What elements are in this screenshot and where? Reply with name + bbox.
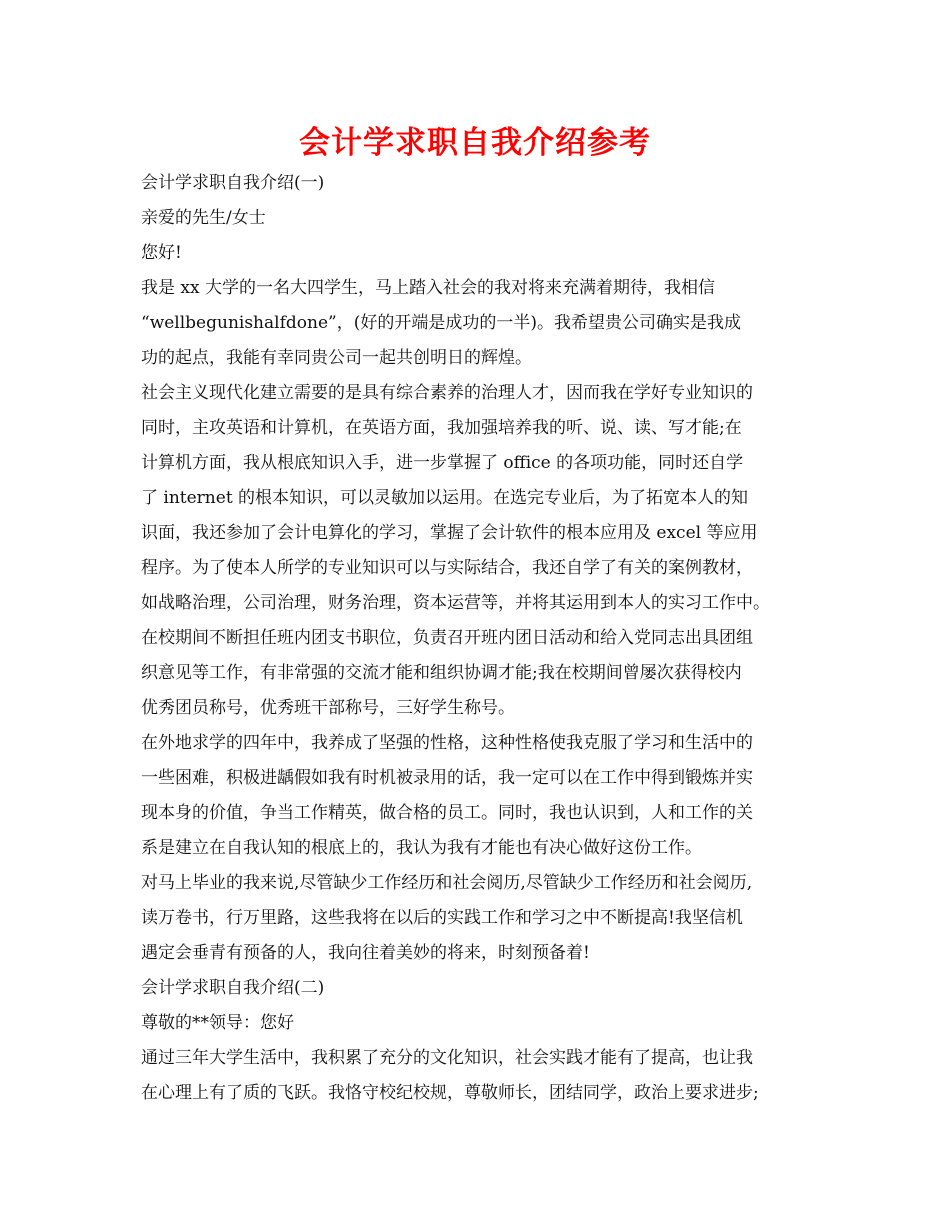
- text-line: 系是建立在自我认知的根底上的，我认为我有才能也有决心做好这份工作。: [141, 838, 702, 858]
- document-body: [141, 166, 831, 1111]
- text-line: 社会主义现代化建立需要的是具有综合素养的治理人才，因而我在学好专业知识的: [141, 383, 753, 403]
- text-line: “wellbegunishalfdone”，(好的开端是成功的一半)。我希望贵公司确实是我成: [141, 313, 741, 333]
- text-line: 功的起点，我能有幸同贵公司一起共创明日的辉煌。: [141, 348, 532, 368]
- paragraph: [141, 971, 831, 1006]
- text-line: 会计学求职自我介绍(二): [141, 978, 325, 998]
- paragraph: [141, 1006, 831, 1041]
- paragraph: [141, 1041, 831, 1111]
- text-line: 我是 xx 大学的一名大四学生，马上踏入社会的我对将来充满着期待，我相信: [141, 278, 715, 298]
- text-line: 会计学求职自我介绍(一): [141, 173, 325, 193]
- document-title: 会计学求职自我介绍参考: [299, 125, 651, 161]
- paragraph: [141, 376, 831, 621]
- paragraph: [141, 621, 831, 726]
- text-line: 遇定会垂青有预备的人，我向往着美妙的将来，时刻预备着!: [141, 943, 590, 963]
- text-line: 您好!: [141, 243, 182, 263]
- paragraph: [141, 201, 831, 236]
- paragraph: [141, 166, 831, 201]
- text-line: 识面，我还参加了会计电算化的学习，掌握了会计软件的根本应用及 excel 等应用: [141, 523, 758, 543]
- paragraph: [141, 236, 831, 271]
- text-line: 了 internet 的根本知识，可以灵敏加以运用。在选完专业后，为了拓宽本人的知: [141, 488, 749, 508]
- paragraph: [141, 866, 831, 971]
- text-line: 同时，主攻英语和计算机，在英语方面，我加强培养我的听、说、读、写才能;在: [141, 418, 742, 438]
- text-line: 优秀团员称号，优秀班干部称号，三好学生称号。: [141, 698, 515, 718]
- text-line: 通过三年大学生活中，我积累了充分的文化知识，社会实践才能有了提高，也让我: [141, 1048, 753, 1068]
- text-line: 读万卷书，行万里路，这些我将在以后的实践工作和学习之中不断提高!我坚信机: [141, 908, 743, 928]
- text-line: 对马上毕业的我来说,尽管缺少工作经历和社会阅历,尽管缺少工作经历和社会阅历,: [141, 873, 753, 893]
- text-line: 如战略治理，公司治理，财务治理，资本运营等，并将其运用到本人的实习工作中。: [141, 593, 770, 613]
- text-line: 计算机方面，我从根底知识入手，进一步掌握了 office 的各项功能，同时还自学: [141, 453, 744, 473]
- paragraph: [141, 726, 831, 866]
- text-line: 尊敬的**领导：您好: [141, 1013, 294, 1033]
- text-line: 在心理上有了质的飞跃。我恪守校纪校规，尊敬师长，团结同学，政治上要求进步;: [141, 1083, 759, 1103]
- text-line: 在外地求学的四年中，我养成了坚强的性格，这种性格使我克服了学习和生活中的: [141, 733, 753, 753]
- text-line: 织意见等工作，有非常强的交流才能和组织协调才能;我在校期间曾屡次获得校内: [141, 663, 742, 683]
- text-line: 在校期间不断担任班内团支书职位，负责召开班内团日活动和给入党同志出具团组: [141, 628, 753, 648]
- text-line: 现本身的价值，争当工作精英，做合格的员工。同时，我也认识到，人和工作的关: [141, 803, 753, 823]
- text-line: 亲爱的先生/女士: [141, 208, 266, 228]
- text-line: 程序。为了使本人所学的专业知识可以与实际结合，我还自学了有关的案例教材，: [141, 558, 753, 578]
- paragraph: [141, 271, 831, 376]
- text-line: 一些困难，积极进龋假如我有时机被录用的话，我一定可以在工作中得到锻炼并实: [141, 768, 753, 788]
